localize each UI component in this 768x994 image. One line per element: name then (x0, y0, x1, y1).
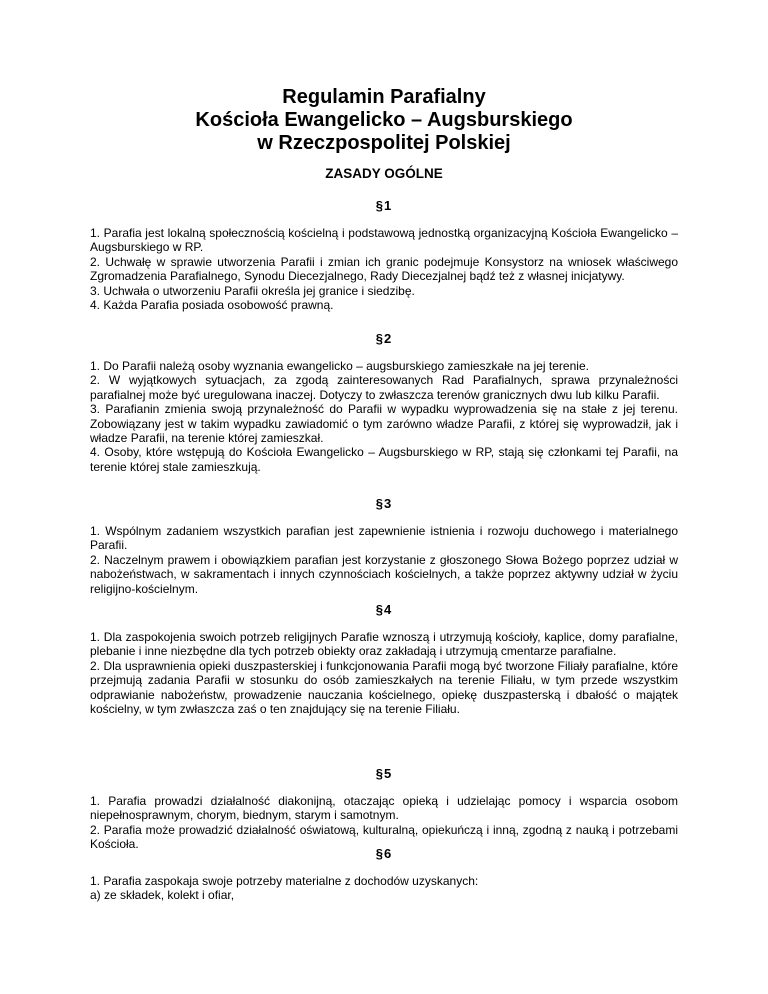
paragraph: 1. Dla zaspokojenia swoich potrzeb religijnych Parafie wznoszą i utrzymują kościoły, kaplice, domy parafialne, plebanie i inne niezbędne dla tych potrzeb obiekty oraz zakładają i utrzymują cmentarze parafialne. (90, 630, 678, 659)
paragraph: 2. Dla usprawnienia opieki duszpasterskiej i funkcjonowania Parafii mogą być tworzone Filiały parafialne, które przejmują zadania Parafii w stosunku do osób zamieszkałych na terenie Filiału, w tym przede wszystkim odprawianie nabożeństw, prowadzenie nauczania kościelnego, opiekę duszpasterską i dbałość o majątek kościelny, w tym zwłaszcza zaś o ten znajdujący się na terenie Filiału. (90, 658, 678, 717)
paragraph: 1. Parafia jest lokalną społecznością kościelną i podstawową jednostką organizacyjną Kościoła Ewangelicko – Augsburskiego w RP. (90, 226, 678, 255)
paragraph: 2. W wyjątkowych sytuacjach, za zgodą zainteresowanych Rad Parafialnych, sprawa przynależności parafialnej może być uregulowana inaczej. Dotyczy to zwłaszcza terenów granicznych dwu lub kilku Parafii. (90, 373, 678, 402)
paragraph: 1. Parafia prowadzi działalność diakonijną, otaczając opieką i udzielając pomocy i wsparcia osobom niepełnosprawnym, chorym, biednym, starym i samotnym. (90, 794, 678, 823)
section-body (90, 359, 678, 474)
paragraph: a) ze składek, kolekt i ofiar, (90, 888, 235, 903)
section-mark: §4 (375, 602, 393, 617)
section-body (90, 524, 678, 596)
document-title (0, 86, 768, 155)
paragraph: 3. Uchwała o utworzeniu Parafii określa jej granice i siedzibę. (90, 283, 415, 298)
paragraph: 2. Parafia może prowadzić działalność oświatową, kulturalną, opiekuńczą i inną, zgodną z nauką i potrzebami Kościoła. (90, 822, 678, 852)
section-body (90, 630, 678, 716)
paragraph: 1. Parafia zaspokaja swoje potrzeby materialne z dochodów uzyskanych: (90, 874, 479, 888)
section-mark: §6 (375, 846, 393, 861)
paragraph: 4. Każda Parafia posiada osobowość prawną. (90, 298, 334, 313)
title-line-3: w Rzeczpospolitej Polskiej (257, 132, 511, 154)
section-mark: §1 (375, 198, 393, 213)
paragraph: 2. Naczelnym prawem i obowiązkiem parafian jest korzystanie z głoszonego Słowa Bożego poprzez udział w nabożeństwach, w sakramentach i innych czynnościach kościelnych, a także poprzez aktywny udział w życiu religijno-kościelnym. (90, 552, 678, 596)
section-heading: ZASADY OGÓLNE (325, 166, 443, 181)
section-body (90, 874, 678, 903)
section-mark: §2 (375, 331, 393, 346)
paragraph: 4. Osoby, które wstępują do Kościoła Ewangelicko – Augsburskiego w RP, stają się członkami tej Parafii, na terenie której stale zamieszkują. (90, 445, 678, 474)
section-mark: §3 (375, 496, 393, 511)
paragraph: 1. Do Parafii należą osoby wyznania ewangelicko – augsburskiego zamieszkałe na jej terenie. (90, 359, 589, 373)
title-line-1: Regulamin Parafialny (282, 86, 486, 108)
paragraph: 1. Wspólnym zadaniem wszystkich parafian jest zapewnienie istnienia i rozwoju duchowego i materialnego Parafii. (90, 524, 678, 553)
section-body (90, 794, 678, 852)
paragraph: 3. Parafianin zmienia swoją przynależność do Parafii w wypadku wyprowadzenia się na stałe z jej terenu. Zobowiązany jest w takim wypadku zawiadomić o tym zarówno władze Parafii, z której się wyprowadził, jak i władze Parafii, na terenie której zamieszkał. (90, 402, 678, 446)
title-line-2: Kościoła Ewangelicko – Augsburskiego (195, 109, 573, 131)
section-mark: §5 (375, 766, 393, 781)
section-body (90, 226, 678, 312)
paragraph: 2. Uchwałę w sprawie utworzenia Parafii i zmian ich granic podejmuje Konsystorz na wniosek właściwego Zgromadzenia Parafialnego, Synodu Diecezjalnego, Rady Diecezjalnej bądź też z własnej inicjatywy. (90, 254, 678, 284)
